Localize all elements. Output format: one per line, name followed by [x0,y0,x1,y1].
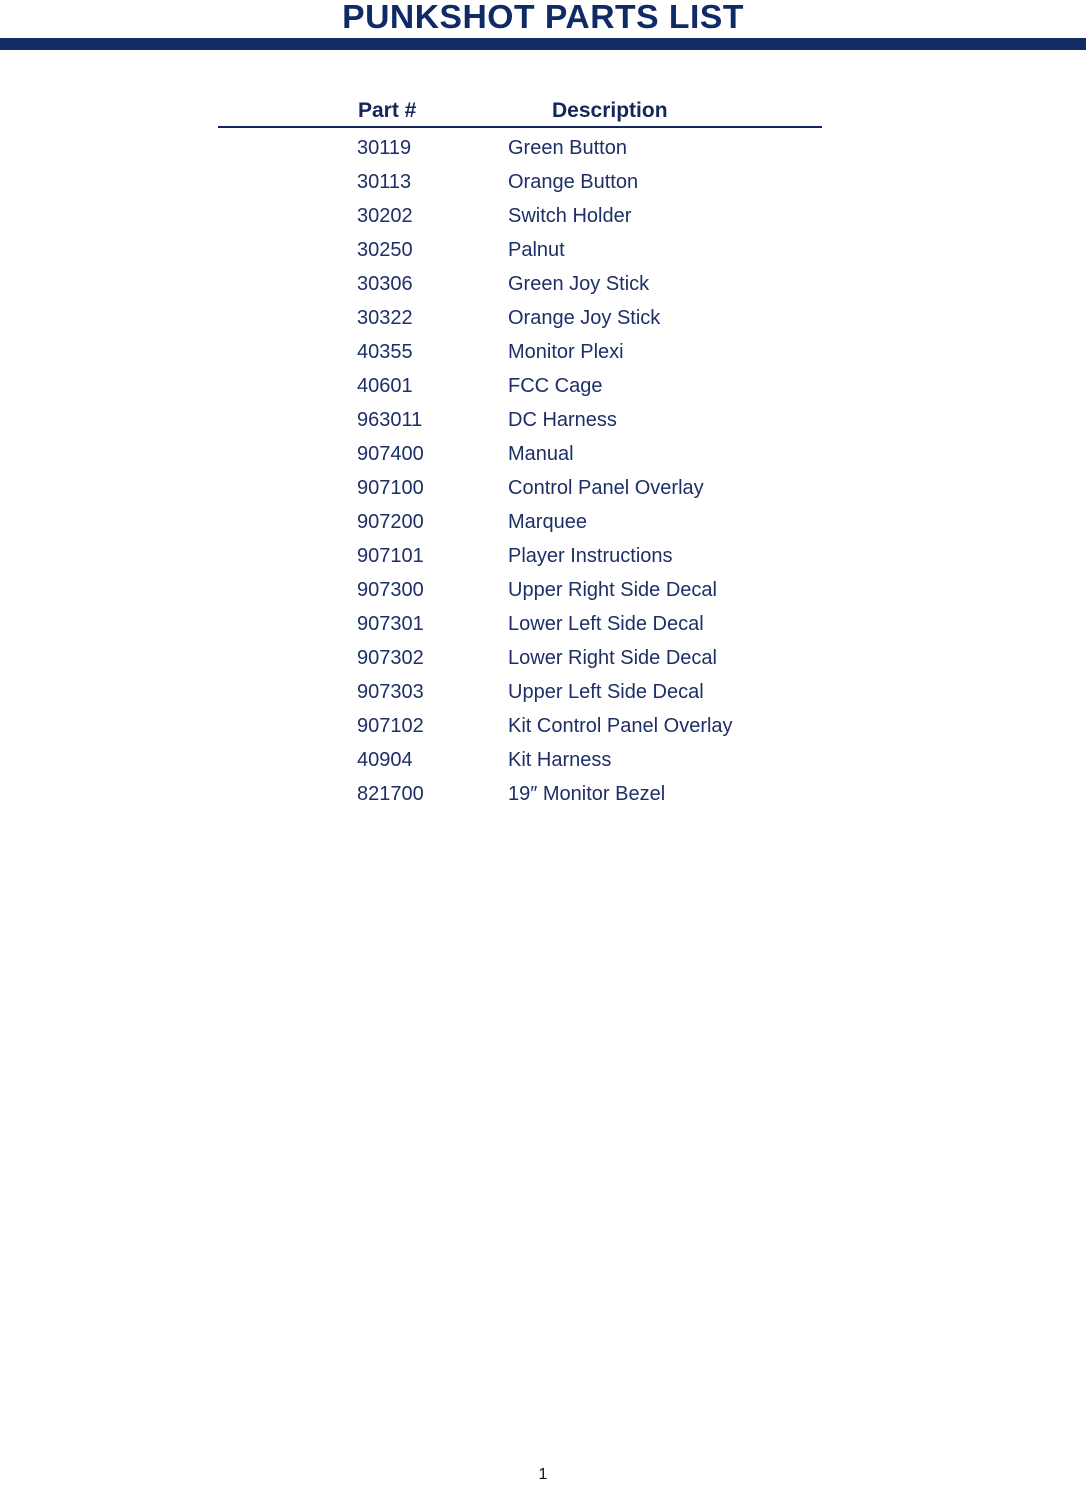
part-number: 30202 [357,205,413,227]
table-row [0,577,1086,611]
part-number: 30250 [357,239,413,261]
table-row [0,781,1086,815]
part-number: 907200 [357,511,424,533]
part-description: Kit Control Panel Overlay [508,715,733,737]
part-number: 963011 [357,409,423,431]
part-description: Switch Holder [508,205,632,227]
part-description: Player Instructions [508,545,673,567]
part-description: FCC Cage [508,375,603,397]
part-description: Orange Button [508,171,639,193]
table-row [0,271,1086,305]
part-number: 30113 [357,171,412,193]
table-row [0,679,1086,713]
table-row [0,305,1086,339]
table-header [0,99,1086,125]
table-row [0,441,1086,475]
part-description: Marquee [508,511,587,533]
part-number: 907400 [357,443,424,465]
part-number: 40601 [357,375,413,397]
header-rule [218,126,822,128]
part-description: Palnut [508,239,565,261]
title-bar [0,38,1086,50]
table-row [0,475,1086,509]
table-row [0,339,1086,373]
part-number: 30119 [357,137,412,159]
part-number: 40355 [357,341,413,363]
part-number: 40904 [357,749,413,771]
part-number: 30322 [357,307,413,329]
table-row [0,713,1086,747]
part-number: 907101 [357,545,424,567]
table-row [0,543,1086,577]
part-number: 907100 [357,477,424,499]
part-description: Manual [508,443,574,465]
table-row [0,237,1086,271]
part-description: Green Joy Stick [508,273,650,295]
part-number: 907301 [357,613,424,635]
table-row [0,747,1086,781]
part-number-header: Part # [358,99,417,122]
table-row [0,611,1086,645]
table-row [0,407,1086,441]
part-description: Monitor Plexi [508,341,624,363]
part-number: 907302 [357,647,424,669]
part-number: 907303 [357,681,424,703]
table-row [0,645,1086,679]
part-description: Upper Left Side Decal [508,681,704,703]
table-row [0,509,1086,543]
part-number: 821700 [357,783,424,805]
part-description: Upper Right Side Decal [508,579,717,601]
table-row [0,169,1086,203]
part-description: Kit Harness [508,749,612,771]
description-header: Description [552,99,668,122]
page-title: PUNKSHOT PARTS LIST [342,0,744,35]
table-row [0,135,1086,169]
part-description: Lower Left Side Decal [508,613,704,635]
part-description: Control Panel Overlay [508,477,704,499]
table-row [0,203,1086,237]
part-description: 19″ Monitor Bezel [508,783,666,805]
parts-table [0,135,1086,815]
part-number: 907102 [357,715,424,737]
part-description: DC Harness [508,409,617,431]
page-number: 1 [538,1466,548,1483]
part-number: 907300 [357,579,424,601]
table-row [0,373,1086,407]
part-description: Orange Joy Stick [508,307,661,329]
part-description: Lower Right Side Decal [508,647,717,669]
part-number: 30306 [357,273,413,295]
part-description: Green Button [508,137,627,159]
